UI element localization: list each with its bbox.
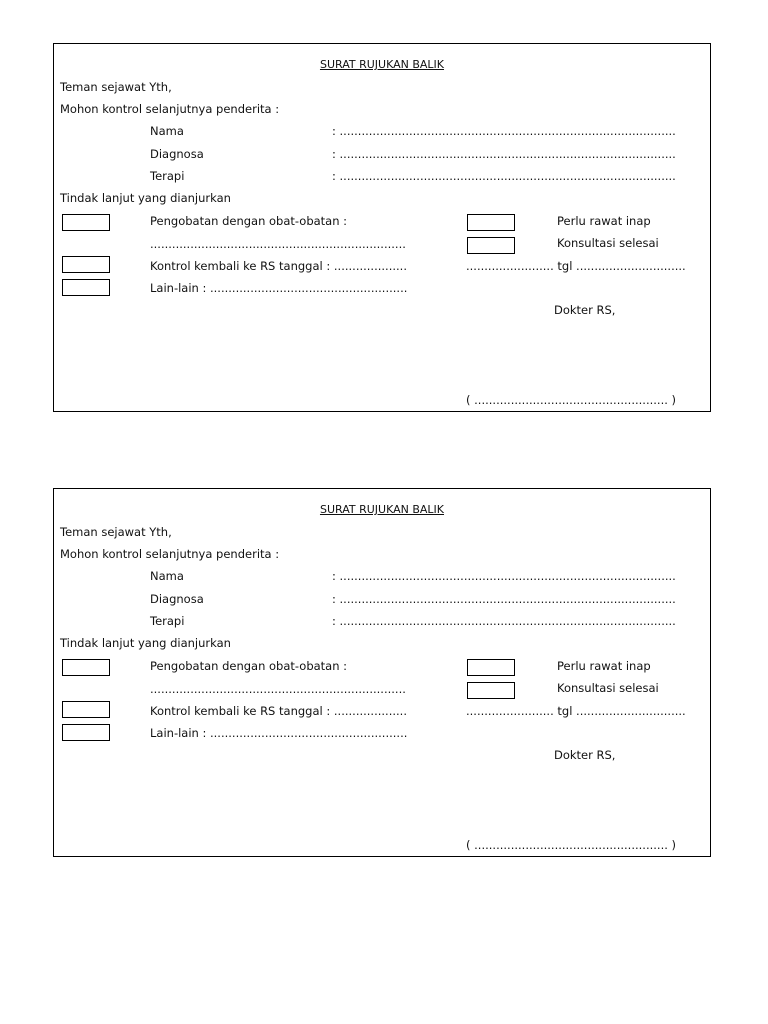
- terapi-label: Terapi: [150, 614, 185, 628]
- diagnosa-field[interactable]: : ............................................................................................: [332, 147, 676, 161]
- konsultasi-checkbox[interactable]: [467, 682, 515, 699]
- konsultasi-label: Konsultasi selesai: [557, 236, 659, 250]
- pengobatan-field[interactable]: ......................................................................: [150, 237, 406, 251]
- nama-field[interactable]: : ............................................................................................: [332, 124, 676, 138]
- doctor-label: Dokter RS,: [554, 303, 616, 317]
- nama-field[interactable]: : ............................................................................................: [332, 569, 676, 583]
- form-title: SURAT RUJUKAN BALIK: [319, 503, 445, 516]
- lain-lain-checkbox[interactable]: [62, 724, 110, 741]
- terapi-field[interactable]: : ............................................................................................: [332, 169, 676, 183]
- greeting-text: Teman sejawat Yth,: [60, 80, 172, 94]
- pengobatan-label: Pengobatan dengan obat-obatan :: [150, 214, 348, 228]
- kontrol-label: Kontrol kembali ke RS tanggal : ....................: [150, 259, 407, 273]
- kontrol-checkbox[interactable]: [62, 701, 110, 718]
- nama-label: Nama: [150, 569, 184, 583]
- terapi-field[interactable]: : ............................................................................................: [332, 614, 676, 628]
- form-title: SURAT RUJUKAN BALIK: [319, 58, 445, 71]
- lain-lain-label: Lain-lain : ......................................................: [150, 281, 408, 295]
- referral-form-bottom: [53, 488, 711, 857]
- intro-text: Mohon kontrol selanjutnya penderita :: [60, 102, 280, 116]
- greeting-text: Teman sejawat Yth,: [60, 525, 172, 539]
- nama-label: Nama: [150, 124, 184, 138]
- diagnosa-label: Diagnosa: [150, 592, 204, 606]
- rawat-inap-checkbox[interactable]: [467, 659, 515, 676]
- followup-heading: Tindak lanjut yang dianjurkan: [60, 636, 231, 650]
- doctor-label: Dokter RS,: [554, 748, 616, 762]
- pengobatan-label: Pengobatan dengan obat-obatan :: [150, 659, 348, 673]
- referral-form-top: [53, 43, 711, 412]
- kontrol-checkbox[interactable]: [62, 256, 110, 273]
- konsultasi-label: Konsultasi selesai: [557, 681, 659, 695]
- kontrol-label: Kontrol kembali ke RS tanggal : ....................: [150, 704, 407, 718]
- konsultasi-checkbox[interactable]: [467, 237, 515, 254]
- diagnosa-label: Diagnosa: [150, 147, 204, 161]
- pengobatan-field[interactable]: ......................................................................: [150, 682, 406, 696]
- rawat-inap-label: Perlu rawat inap: [557, 214, 651, 228]
- signature-line[interactable]: ( ..................................................... ): [466, 838, 677, 852]
- terapi-label: Terapi: [150, 169, 185, 183]
- lain-lain-checkbox[interactable]: [62, 279, 110, 296]
- pengobatan-checkbox[interactable]: [62, 659, 110, 676]
- followup-heading: Tindak lanjut yang dianjurkan: [60, 191, 231, 205]
- diagnosa-field[interactable]: : ............................................................................................: [332, 592, 676, 606]
- signature-line[interactable]: ( ..................................................... ): [466, 393, 677, 407]
- intro-text: Mohon kontrol selanjutnya penderita :: [60, 547, 280, 561]
- rawat-inap-label: Perlu rawat inap: [557, 659, 651, 673]
- lain-lain-label: Lain-lain : ......................................................: [150, 726, 408, 740]
- place-date-field[interactable]: ........................ tgl ..............................: [466, 704, 686, 718]
- rawat-inap-checkbox[interactable]: [467, 214, 515, 231]
- pengobatan-checkbox[interactable]: [62, 214, 110, 231]
- place-date-field[interactable]: ........................ tgl ..............................: [466, 259, 686, 273]
